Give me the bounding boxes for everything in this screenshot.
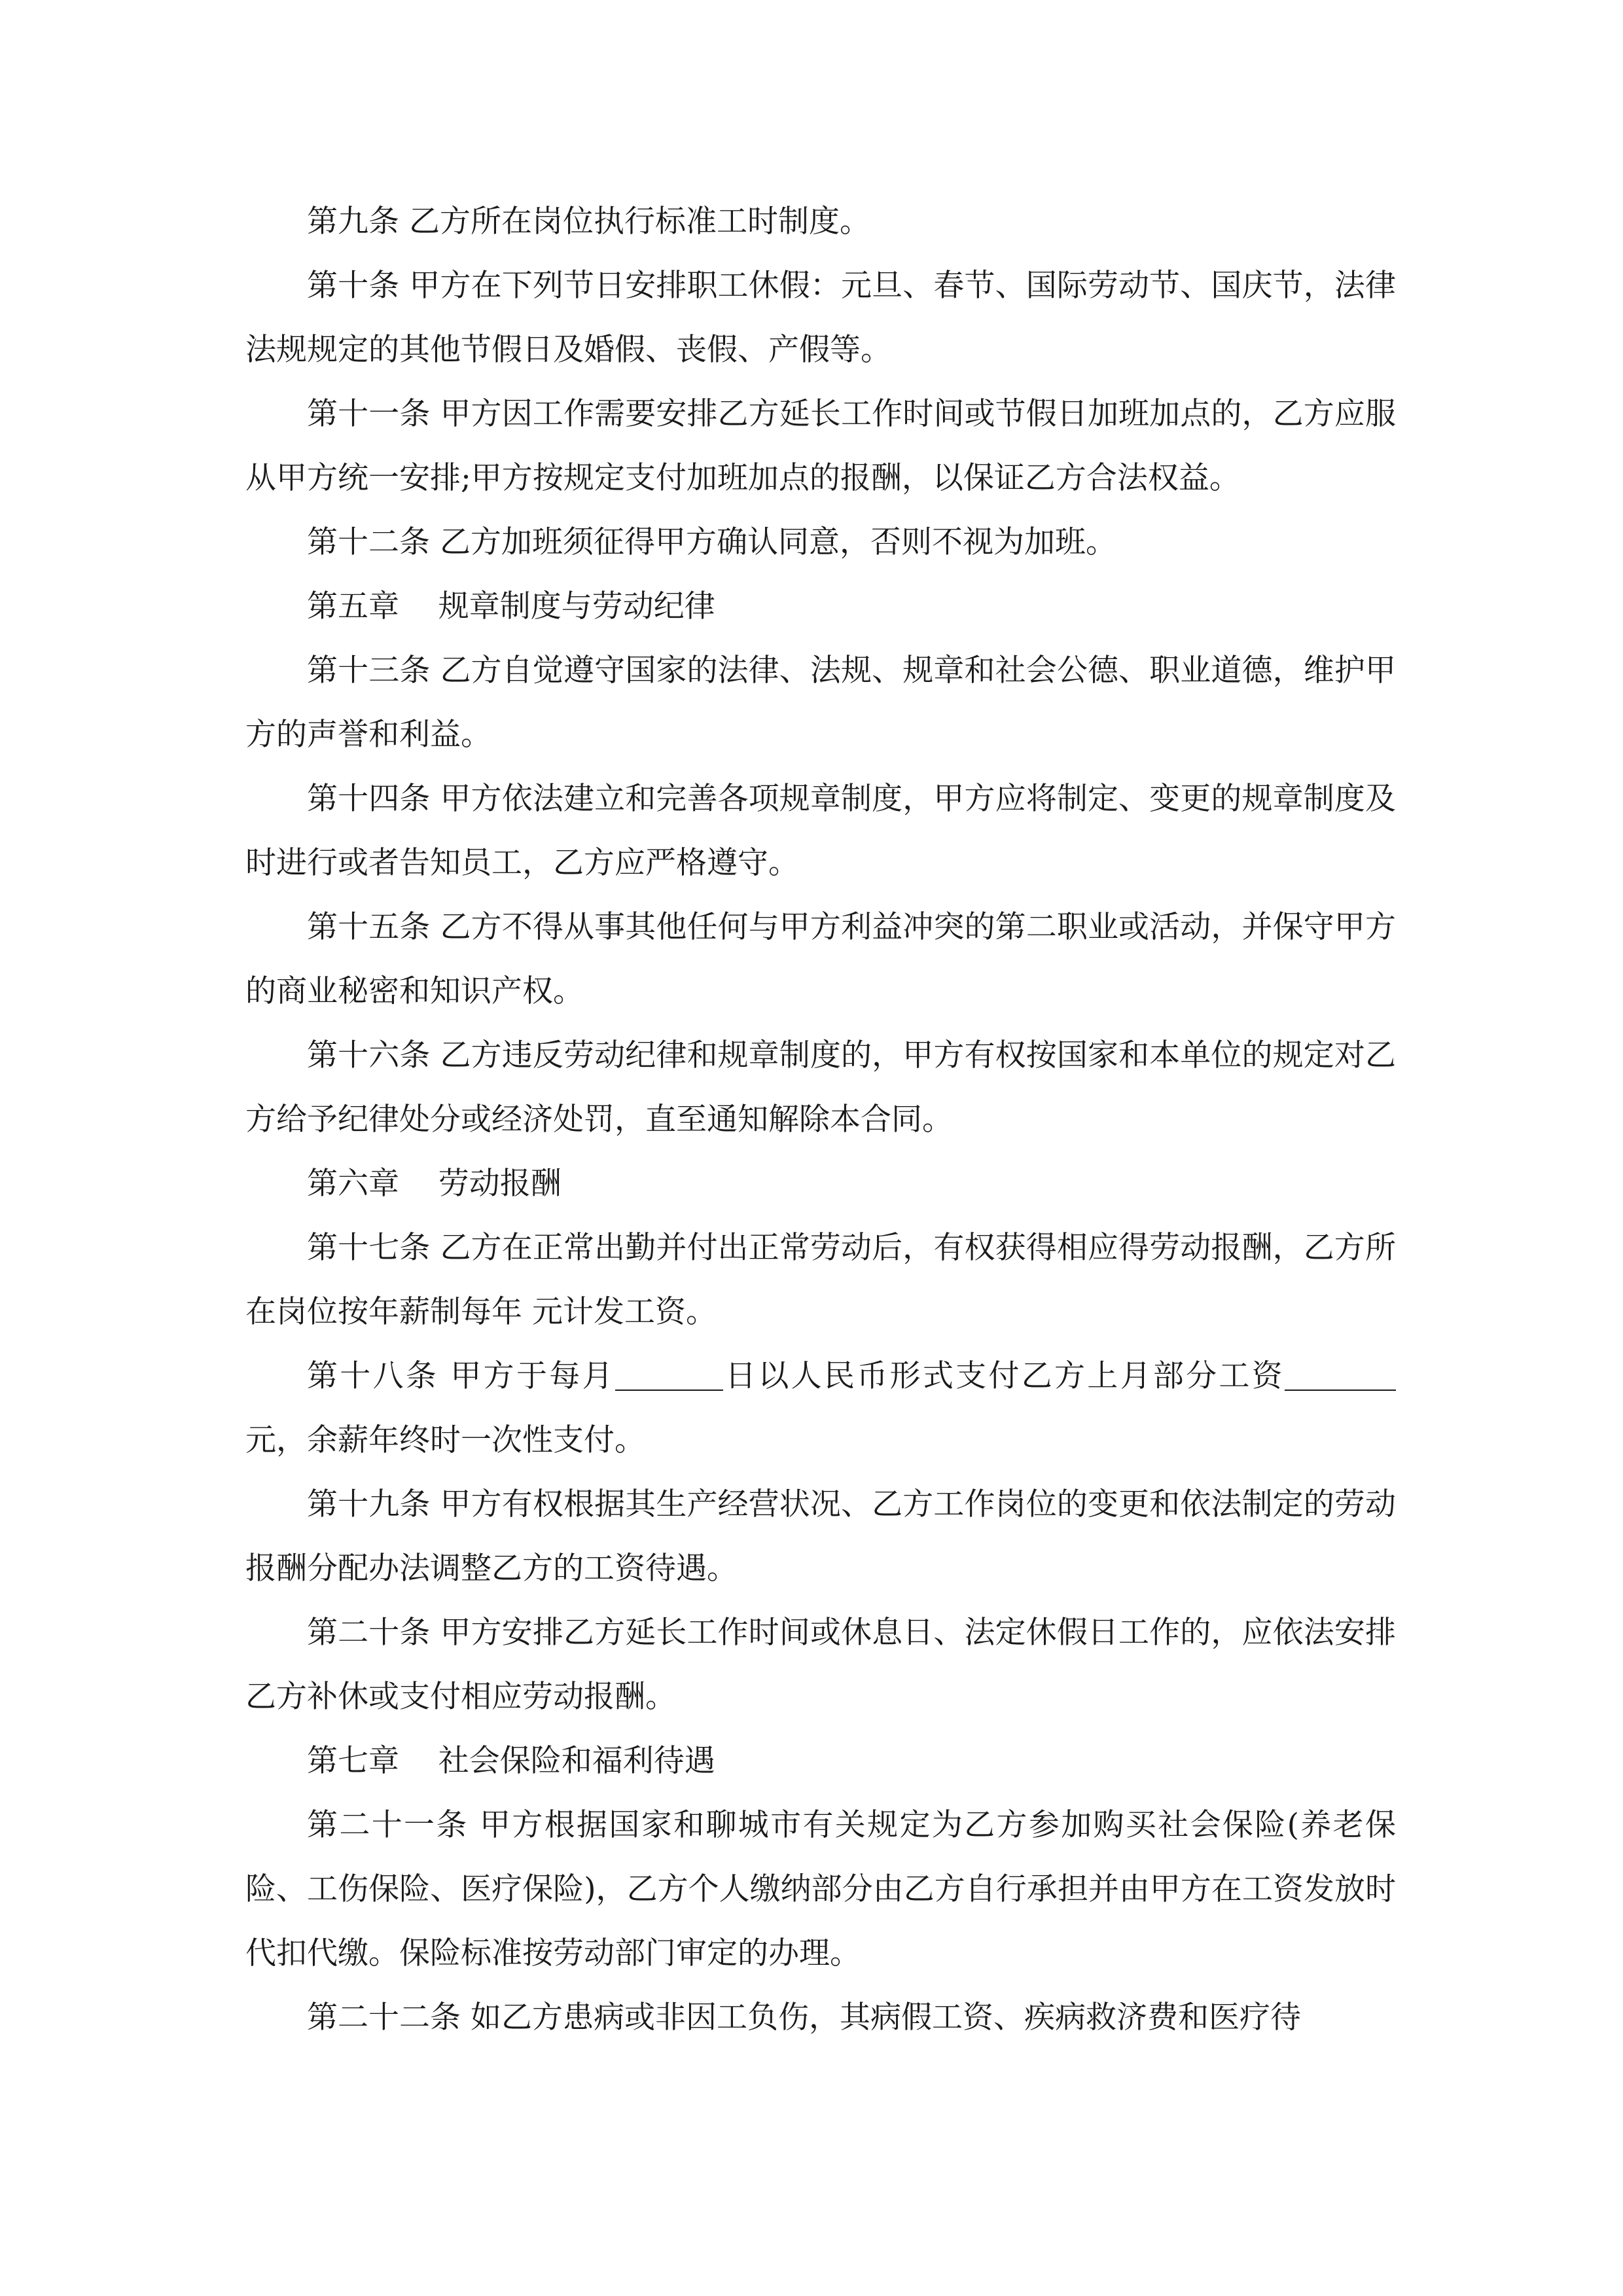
amount-blank (1285, 1359, 1396, 1391)
chapter-6-heading: 第六章 劳动报酬 (307, 1166, 562, 1202)
article-17: 第十七条 乙方在正常出勤并付出正常劳动后，有权获得相应得劳动报酬，乙方所在岗位按年薪制每年 元计发工资。 (245, 1230, 1396, 1330)
article-18-part2: 日以人民币形式支付乙方上月部分工资 (722, 1358, 1285, 1394)
article-14: 第十四条 甲方依法建立和完善各项规章制度，甲方应将制定、变更的规章制度及时进行或者告知员工，乙方应严格遵守。 (245, 781, 1396, 881)
article-15: 第十五条 乙方不得从事其他任何与甲方利益冲突的第二职业或活动，并保守甲方的商业秘密和知识产权。 (245, 909, 1396, 1009)
day-blank (615, 1359, 723, 1391)
article-18-part1: 第十八条 甲方于每月 (307, 1358, 615, 1394)
article-19: 第十九条 甲方有权根据其生产经营状况、乙方工作岗位的变更和依法制定的劳动报酬分配办法调整乙方的工资待遇。 (245, 1486, 1396, 1587)
article-18-part3: 元，余薪年终时一次性支付。 (245, 1422, 645, 1458)
chapter-7-heading: 第七章 社会保险和福利待遇 (307, 1743, 715, 1779)
article-9: 第九条 乙方所在岗位执行标准工时制度。 (307, 204, 870, 240)
article-16: 第十六条 乙方违反劳动纪律和规章制度的，甲方有权按国家和本单位的规定对乙方给予纪律处分或经济处罚，直至通知解除本合同。 (245, 1037, 1396, 1138)
article-21: 第二十一条 甲方根据国家和聊城市有关规定为乙方参加购买社会保险(养老保险、工伤保险、医疗保险)，乙方个人缴纳部分由乙方自行承担并由甲方在工资发放时代扣代缴。保险标准按劳动部门审定的办理。 (245, 1807, 1396, 1971)
article-12: 第十二条 乙方加班须征得甲方确认同意，否则不视为加班。 (307, 524, 1116, 560)
chapter-5-heading: 第五章 规章制度与劳动纪律 (307, 588, 715, 624)
article-13: 第十三条 乙方自觉遵守国家的法律、法规、规章和社会公德、职业道德，维护甲方的声誉和利益。 (245, 653, 1396, 753)
article-11: 第十一条 甲方因工作需要安排乙方延长工作时间或节假日加班加点的，乙方应服从甲方统一安排;甲方按规定支付加班加点的报酬，以保证乙方合法权益。 (245, 396, 1396, 496)
article-22: 第二十二条 如乙方患病或非因工负伤，其病假工资、疾病救济费和医疗待 (307, 2000, 1301, 2036)
document-body (245, 190, 1396, 2050)
article-18 (245, 1344, 1396, 1473)
article-10: 第十条 甲方在下列节日安排职工休假：元旦、春节、国际劳动节、国庆节，法律法规规定的其他节假日及婚假、丧假、产假等。 (245, 268, 1396, 368)
article-20: 第二十条 甲方安排乙方延长工作时间或休息日、法定休假日工作的，应依法安排乙方补休或支付相应劳动报酬。 (245, 1615, 1396, 1715)
